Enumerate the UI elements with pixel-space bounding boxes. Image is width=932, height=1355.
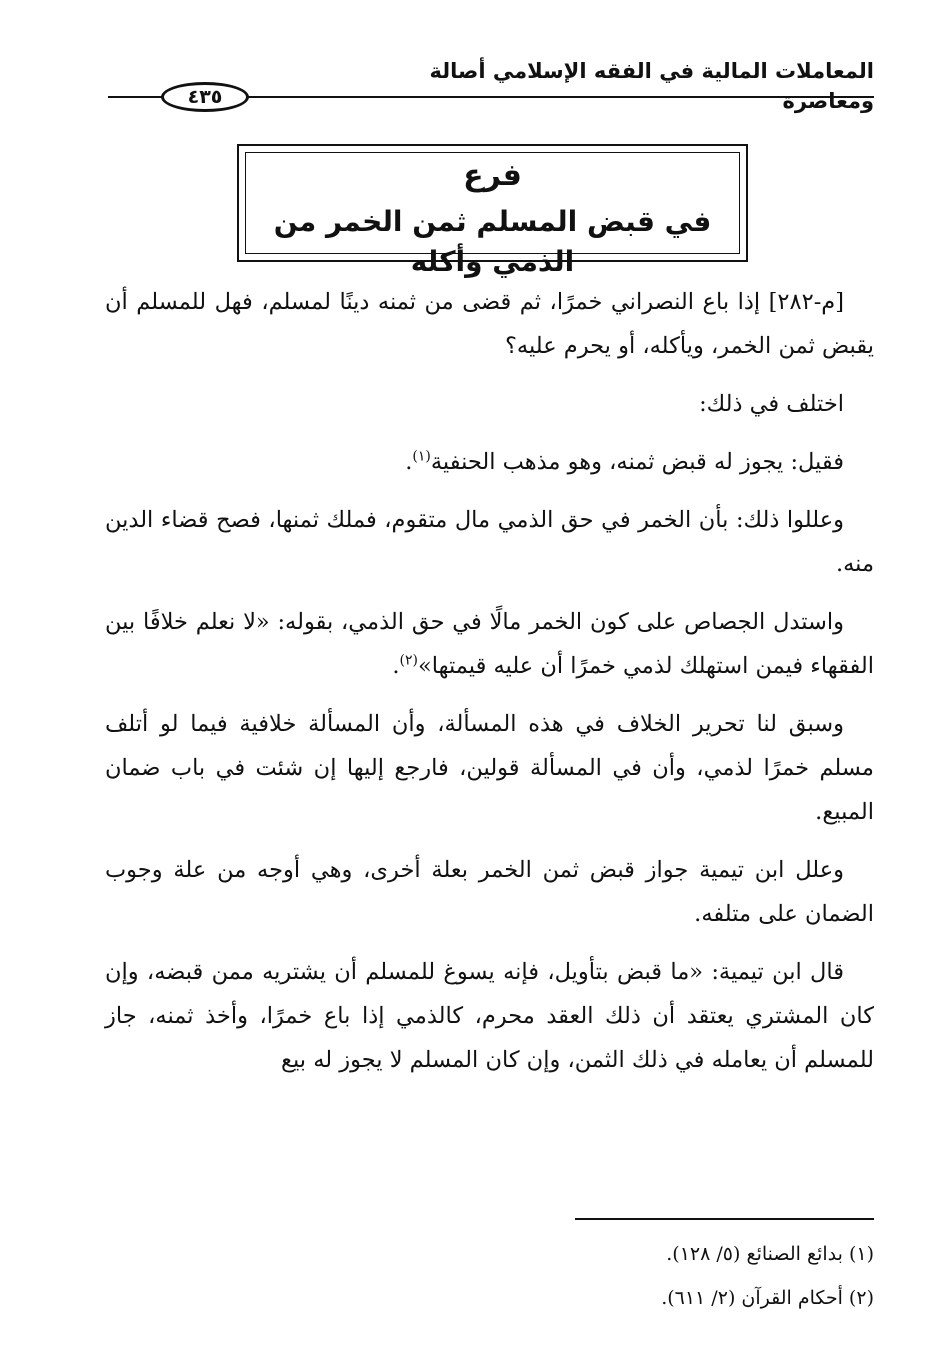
paragraph: اختلف في ذلك:: [699, 391, 844, 417]
running-header-title: المعاملات المالية في الفقه الإسلامي أصالة ومعاصرة: [429, 59, 874, 113]
paragraph: [م-٢٨٢] إذا باع النصراني خمرًا، ثم قضى من ثمنه دينًا لمسلم، فهل للمسلم أن يقبض ثمن الخمر، ويأكله، أو يحرم عليه؟: [105, 289, 874, 359]
paragraph-text: واستدل الجصاص على كون الخمر مالًا في حق الذمي، بقوله: «لا نعلم خلافًا بين الفقهاء فيمن استهلك لذمي خمرًا أن عليه قيمتها»: [105, 609, 874, 679]
paragraph: قال ابن تيمية: «ما قبض بتأويل، فإنه يسوغ للمسلم أن يشتريه ممن قبضه، وإن كان المشتري يعتقد أن ذلك العقد محرم، كالذمي إذا باع خمرًا، وأخذ ثمنه، جاز للمسلم أن يعامله في ذلك الثمن، وإن كان المسلم لا يجوز له بيع: [105, 959, 874, 1073]
section-title-box: [237, 144, 748, 278]
footnotes: [300, 1232, 874, 1320]
paragraph-end: .: [392, 653, 400, 679]
footnote-2: (٢) أحكام القرآن (٢/ ٦١١).: [661, 1287, 874, 1309]
section-title: في قبض المسلم ثمن الخمر من الذمي وأكله: [273, 205, 712, 278]
section-label: فرع: [463, 158, 522, 193]
paragraph: [105, 600, 874, 688]
paragraph: وسبق لنا تحرير الخلاف في هذه المسألة، وأن المسألة خلافية فيما لو أتلف مسلم خمرًا لذمي، وأن في المسألة قولين، فارجع إليها إن شئت في باب ضمان المبيع.: [105, 711, 874, 825]
paragraph-text: فقيل: يجوز له قبض ثمنه، وهو مذهب الحنفية: [430, 449, 844, 475]
footnote-1: (١) بدائع الصنائع (٥/ ١٢٨).: [666, 1243, 874, 1265]
footnote-ref[interactable]: (١): [412, 448, 431, 465]
body-text: [105, 280, 874, 1082]
footnote-rule: [575, 1218, 874, 1220]
paragraph: وعللوا ذلك: بأن الخمر في حق الذمي مال متقوم، فملك ثمنها، فصح قضاء الدين منه.: [105, 507, 874, 577]
paragraph: [105, 440, 874, 484]
page-number: ٤٣٥: [161, 82, 249, 112]
paragraph-end: .: [405, 449, 413, 475]
paragraph: وعلل ابن تيمية جواز قبض ثمن الخمر بعلة أخرى، وهي أوجه من علة وجوب الضمان على متلفه.: [105, 857, 874, 927]
footnote-ref[interactable]: (٢): [399, 652, 418, 669]
